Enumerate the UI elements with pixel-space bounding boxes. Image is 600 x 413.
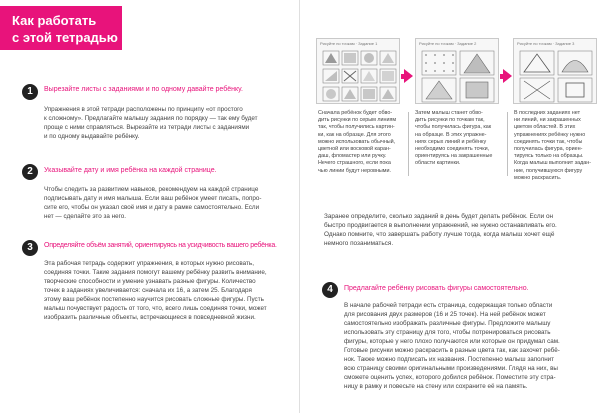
right-page bbox=[300, 0, 600, 413]
step-2-line: нет — сделайте это за него. bbox=[44, 213, 126, 220]
caption-line: так, чтобы получились картин- bbox=[318, 124, 395, 131]
page-title-line-2: с этой тетрадью bbox=[12, 30, 118, 45]
daily-amount-paragraph bbox=[324, 212, 557, 248]
caption-line: можно использовать обычный, bbox=[318, 138, 396, 145]
example-worksheet-1 bbox=[316, 38, 400, 104]
caption-line: Сначала ребёнок будет обво- bbox=[318, 110, 393, 116]
caption-line: области картинки. bbox=[415, 160, 461, 167]
caption-divider bbox=[507, 112, 508, 176]
caption-line: получилась фигура, ориен- bbox=[514, 146, 583, 153]
step-3-line: этому ваш ребёнок постепенно научится рисовать сложные фигуры. Пусть bbox=[44, 296, 264, 303]
step-3-number: 3 bbox=[22, 240, 38, 256]
step-4-line: В начале рабочей тетради есть страница, содержащая только области bbox=[344, 302, 553, 309]
worksheet-3-grid-illustration bbox=[514, 39, 598, 105]
step-1-line: и по одному выдавайте ребёнку. bbox=[44, 133, 140, 140]
step-4-line: фигуры, которые у него плохо получаются или которые он придумал сам. bbox=[344, 338, 560, 345]
step-4-line: использовать эту страницу для того, чтобы потренироваться рисовать bbox=[344, 329, 551, 336]
step-1-line: Упражнения в этой тетради расположены по принципу «от простого bbox=[44, 106, 243, 113]
step-4-line: нок. Также можно подписать их названия. Постепенно малыш заполнит bbox=[344, 356, 555, 363]
worksheet-1-grid-illustration bbox=[317, 39, 401, 105]
worksheet-header: Рисуйте по точкам · Задание 3 bbox=[517, 41, 575, 46]
step-3-body bbox=[44, 259, 267, 322]
caption-line: ни линий, ни закрашенных bbox=[514, 117, 581, 124]
arrow-right-icon bbox=[404, 69, 413, 83]
caption-line: Нечего страшного, если пока bbox=[318, 160, 391, 167]
caption-line: чтобы получилась фигура, как bbox=[415, 124, 492, 131]
paragraph-line: немного позаниматься. bbox=[324, 240, 394, 247]
caption-line: упражнениях ребёнку нужно bbox=[514, 131, 586, 138]
page-title-line-1: Как работать bbox=[12, 13, 97, 28]
step-4-heading: Предлагайте ребёнку рисовать фигуры самостоятельно. bbox=[344, 285, 529, 292]
caption-line: ние, получившуюся фигуру bbox=[514, 167, 583, 174]
arrow-right-icon bbox=[503, 69, 512, 83]
caption-line: цветом областей. В этих bbox=[514, 124, 576, 131]
step-1-number: 1 bbox=[22, 84, 38, 100]
example-worksheet-3 bbox=[513, 38, 597, 104]
caption-1 bbox=[318, 110, 396, 175]
step-3-heading: Определяйте объём занятий, ориентируясь на усидчивость вашего ребёнка. bbox=[44, 242, 277, 249]
step-2-line: подписывать дату и имя малыша. Если ваш ребёнок умеет писать, попро- bbox=[44, 195, 262, 202]
caption-2 bbox=[415, 110, 492, 168]
paragraph-line: быстро продвигается в выполнении упражнений, не нужно останавливать его. bbox=[324, 222, 557, 229]
caption-line: можно раскрасить. bbox=[514, 174, 562, 181]
caption-line: В последних заданиях нет bbox=[514, 110, 581, 116]
worksheet-2-grid-illustration bbox=[416, 39, 500, 105]
caption-line: соединять точки так, чтобы bbox=[514, 138, 583, 145]
paragraph-line: Однако помните, что завершать работу лучше тогда, когда малыш хочет ещё bbox=[324, 231, 555, 238]
step-1-line: проще с ними справляться. Вырезайте из тетради листы с заданиями bbox=[44, 124, 250, 131]
step-3-line: малыш почувствует радость от того, что, всего лишь соединяя точки, может bbox=[44, 305, 267, 312]
caption-line: чью линии будут неровными. bbox=[318, 167, 392, 174]
step-2-line: Чтобы следить за развитием навыков, рекомендуем на каждой странице bbox=[44, 186, 259, 193]
step-2-body bbox=[44, 185, 262, 221]
caption-line: дить рисунки по серым линиям bbox=[318, 117, 397, 124]
worksheet-header: Рисуйте по точкам · Задание 1 bbox=[320, 41, 378, 46]
caption-line: даш, фломастер или ручку. bbox=[318, 153, 387, 160]
step-2-heading: Указывайте дату и имя ребёнка на каждой странице. bbox=[44, 167, 217, 174]
step-3-line: точек в заданиях увеличивается: сначала их 16, а затем 25. Благодаря bbox=[44, 287, 252, 294]
step-4-line: ницу в рамку и повесьте на стену или сохраните её на память. bbox=[344, 383, 528, 390]
caption-line: тируясь только на образцы. bbox=[514, 153, 584, 160]
step-1-body bbox=[44, 105, 258, 141]
step-3-line: соединяя точки. Такие задания помогут вашему ребёнку развить внимание, bbox=[44, 269, 267, 276]
step-3-line: изобразить различные объекты, встречающиеся в повседневной жизни. bbox=[44, 314, 256, 321]
caption-line: ориентируясь на закрашенные bbox=[415, 153, 493, 160]
step-4-body bbox=[344, 301, 560, 391]
example-worksheet-2 bbox=[415, 38, 499, 104]
caption-line: ки, как на образце. Для этого bbox=[318, 131, 391, 138]
step-1-heading: Вырезайте листы с заданиями и по одному давайте ребёнку. bbox=[44, 86, 243, 93]
caption-line: дить рисунки по точкам так, bbox=[415, 117, 485, 124]
caption-line: необходимо соединять точки, bbox=[415, 146, 490, 153]
caption-3 bbox=[514, 110, 591, 182]
caption-line: Затем малыш станет обво- bbox=[415, 110, 483, 116]
step-2-number: 2 bbox=[22, 164, 38, 180]
step-4-line: Готовые рисунки можно раскрасить в разные цвета так, как захочет ребё- bbox=[344, 347, 560, 354]
step-1-line: к сложному». Предлагайте малышу задания по порядку — так ему будет bbox=[44, 115, 258, 122]
title-band bbox=[0, 6, 122, 50]
caption-line: цветной или восковой каран- bbox=[318, 146, 391, 153]
step-2-line: сите его, чтобы он указал своё имя и дату в рамке самостоятельно. Если bbox=[44, 204, 260, 211]
step-4-line: всю страницу своими оригинальными произведениями. Глядя на них, вы bbox=[344, 365, 558, 372]
paragraph-line: Заранее определите, сколько заданий в день будет делать ребёнок. Если он bbox=[324, 213, 554, 220]
step-3-line: творческие способности и умение узнавать разные фигуры. Количество bbox=[44, 278, 256, 285]
worksheet-header: Рисуйте по точкам · Задание 2 bbox=[419, 41, 477, 46]
caption-divider bbox=[408, 112, 409, 176]
step-3-line: Эта рабочая тетрадь содержит упражнения, в которых нужно рисовать, bbox=[44, 260, 254, 267]
caption-line: на образце. В этих упражне- bbox=[415, 131, 487, 138]
step-4-line: сможете оценить успех, которого добился ребёнок. Поместите эту стра- bbox=[344, 374, 556, 381]
step-4-number: 4 bbox=[322, 282, 338, 298]
step-4-line: самостоятельно изображать различные фигуры. Предложите малышу bbox=[344, 320, 551, 327]
step-4-line: для рисования двух размеров (16 и 25 точек). На ней ребёнок может bbox=[344, 311, 546, 318]
caption-line: Когда малыш выполнит задан- bbox=[514, 160, 592, 167]
caption-line: ниях серых линий и ребёнку bbox=[415, 138, 487, 145]
